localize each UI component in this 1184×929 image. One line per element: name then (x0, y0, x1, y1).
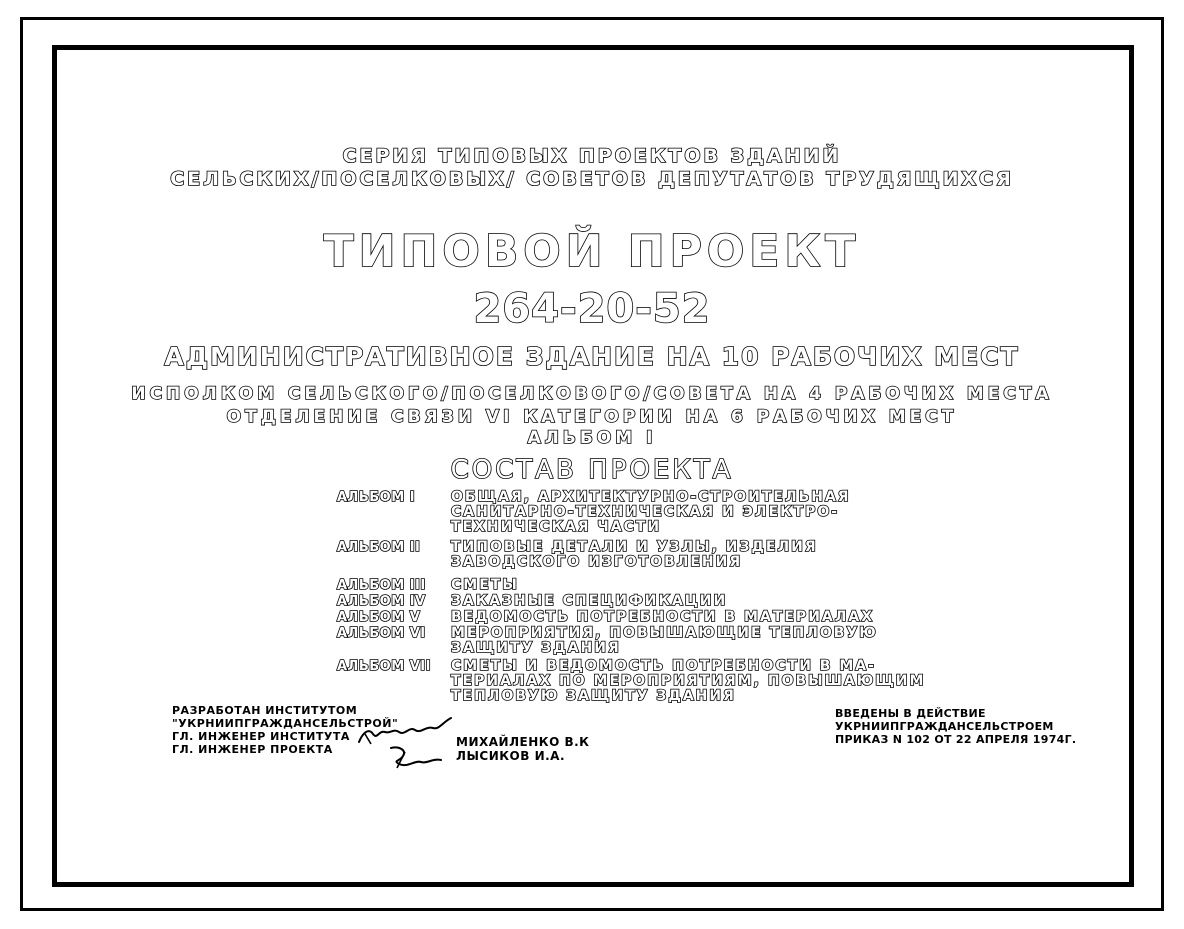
subtitle-line-2: ОТДЕЛЕНИЕ СВЯЗИ VI КАТЕГОРИИ НА 6 РАБОЧИХ МЕСТ (226, 407, 958, 427)
name-chief-engineer-project: ЛЫСИКОВ И.А. (456, 749, 566, 763)
album-item (337, 626, 957, 659)
album-label: АЛЬБОМ VII (337, 659, 431, 674)
album-description: СМЕТЫ И ВЕДОМОСТЬ ПОТРЕБНОСТИ В МА- ТЕРИАЛАХ ПО МЕРОПРИЯТИЯМ, ПОВЫШАЮЩИМ ТЕПЛОВУЮ ЗАЩИТУ ЗДАНИЯ (451, 658, 926, 704)
enactment-line-1: ВВЕДЕНЫ В ДЕЙСТВИЕ (835, 707, 986, 720)
album-description: МЕРОПРИЯТИЯ, ПОВЫШАЮЩИЕ ТЕПЛОВУЮ ЗАЩИТУ ЗДАНИЯ (451, 625, 878, 656)
project-number: 264-20-52 (473, 286, 711, 332)
album-item (337, 490, 957, 537)
album-description: ВЕДОМОСТЬ ПОТРЕБНОСТИ В МАТЕРИАЛАХ (451, 609, 874, 625)
album-list (337, 490, 957, 706)
series-line-2: СЕЛЬСКИХ/ПОСЕЛКОВЫХ/ СОВЕТОВ ДЕПУТАТОВ ТРУДЯЩИХСЯ (170, 168, 1014, 190)
album-description: ЗАКАЗНЫЕ СПЕЦИФИКАЦИИ (451, 593, 728, 609)
album-item (337, 578, 957, 594)
subtitle-line-1: ИСПОЛКОМ СЕЛЬСКОГО/ПОСЕЛКОВОГО/СОВЕТА НА 4 РАБОЧИХ МЕСТА (131, 384, 1053, 404)
name-chief-engineer-institute: МИХАЙЛЕНКО В.К (456, 735, 590, 749)
album-item (337, 659, 957, 706)
album-label: АЛЬБОМ V (337, 610, 421, 625)
document-title: ТИПОВОЙ ПРОЕКТ (323, 226, 861, 277)
series-line-1: СЕРИЯ ТИПОВЫХ ПРОЕКТОВ ЗДАНИЙ (342, 145, 842, 167)
album-label: АЛЬБОМ II (337, 540, 421, 555)
album-description: СМЕТЫ (451, 577, 519, 593)
album-label: АЛЬБОМ I (337, 490, 416, 505)
album-label: АЛЬБОМ III (337, 578, 426, 593)
subtitle-album: АЛЬБОМ I (527, 428, 657, 448)
developer-line-4: ГЛ. ИНЖЕНЕР ПРОЕКТА (172, 743, 333, 756)
developer-line-1: РАЗРАБОТАН ИНСТИТУТОМ (172, 704, 358, 717)
enactment-note (835, 707, 1076, 746)
enactment-line-2: УКРНИИПГРАЖДАНСЕЛЬСТРОЕМ (835, 720, 1054, 733)
album-label: АЛЬБОМ IV (337, 594, 426, 609)
album-label: АЛЬБОМ VI (337, 626, 426, 641)
composition-heading: СОСТАВ ПРОЕКТА (450, 455, 734, 485)
album-item (337, 540, 957, 578)
album-item (337, 610, 957, 626)
developer-line-3: ГЛ. ИНЖЕНЕР ИНСТИТУТА (172, 730, 350, 743)
signatory-names (456, 735, 589, 763)
album-item (337, 594, 957, 610)
building-description: АДМИНИСТРАТИВНОЕ ЗДАНИЕ НА 10 РАБОЧИХ МЕСТ (164, 342, 1020, 371)
enactment-line-3: ПРИКАЗ N 102 ОТ 22 АПРЕЛЯ 1974Г. (835, 733, 1077, 746)
signature-2 (385, 742, 445, 772)
album-description: ТИПОВЫЕ ДЕТАЛИ И УЗЛЫ, ИЗДЕЛИЯ ЗАВОДСКОГО ИЗГОТОВЛЕНИЯ (451, 539, 818, 570)
album-description: ОБЩАЯ, АРХИТЕКТУРНО-СТРОИТЕЛЬНАЯ САНИТАРНО-ТЕХНИЧЕСКАЯ И ЭЛЕКТРО- ТЕХНИЧЕСКАЯ ЧАСТИ (451, 489, 851, 535)
developer-line-2: "УКРНИИПГРАЖДАНСЕЛЬСТРОЙ" (172, 717, 399, 730)
